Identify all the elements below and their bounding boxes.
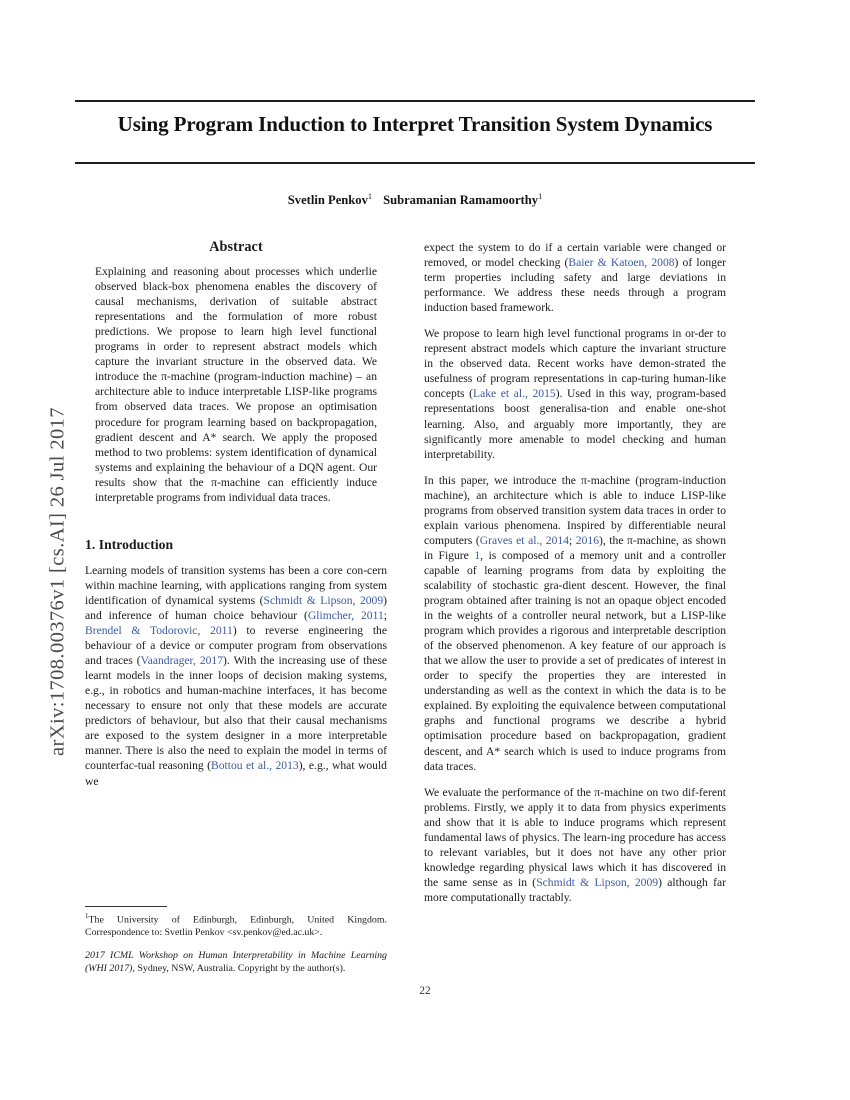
citation-schmidt-lipson-2009[interactable]: Schmidt & Lipson, 2009 [263, 593, 384, 607]
text-run: We evaluate the performance of the π-machine on two dif-ferent problems. Firstly, we apply it to data from physics experiments and show that it is able to induce programs which represent fundamental laws of physics. The learn-ing procedure has access to relevant variables, but it does not have any other prior knowledge regarding physical laws which it has discovered in the same sense as in ( [424, 785, 726, 889]
citation-bottou-2013[interactable]: Bottou et al., 2013 [211, 759, 299, 773]
footnote-venue [85, 950, 387, 975]
citation-lake-2015[interactable]: Lake et al., 2015 [473, 387, 556, 401]
text-run: We propose to learn high level functional programs in or-der to represent abstract models which capture the invariant structure in the observed data. Recent works have demon-strated the usefulness of program representations in cap-turing human-like concepts ( [424, 327, 726, 401]
title-rule-bottom [75, 162, 755, 164]
heading-gap [85, 552, 387, 563]
author-line [75, 192, 755, 208]
page-number: 22 [419, 985, 431, 997]
author-name-1: Svetlin Penkov [287, 193, 368, 208]
right-paragraph-4 [424, 785, 726, 905]
right-paragraph-3 [424, 473, 726, 774]
text-run: ) to reverse engineering the behaviour of a device or computer program from observations and traces ( [85, 624, 387, 668]
footnote-marker: 1 [85, 913, 89, 920]
text-run: , Sydney, NSW, Australia. Copyright by the author(s). [132, 963, 346, 975]
text-run: ) of longer term properties including safety and large deviations in performance. We address these needs through a program induction based framework. [424, 256, 726, 315]
citation-schmidt-lipson-2009-b[interactable]: Schmidt & Lipson, 2009 [536, 875, 659, 889]
citation-glimcher-2011[interactable]: Glimcher, 2011 [307, 608, 384, 622]
author-name-2: Subramanian Ramamoorthy [383, 193, 539, 208]
text-run: ). With the increasing use of these learnt models in the inner loops of decision making systems, e.g., in robotics and human-machine interfaces, it has become necessary to ensure not only that these models are accurate predictors of behaviour, but also that their causal mechanisms are exposed to the system designer in a more interpretable manner. There is also the need to explain the model in terms of counterfac-tual reasoning ( [85, 654, 387, 773]
title-rule-top [75, 100, 755, 102]
paragraph-gap [424, 462, 726, 473]
text-run: ) and inference of human choice behaviour ( [85, 593, 388, 622]
abstract-body: Explaining and reasoning about processes which underlie observed black-box phenomena enables the discovery of causal mechanisms, derivation of suitable abstract representations and the formulation of more robust predictions. We propose to learn high level functional programs in order to represent abstract models which capture the invariant structure in the observed data. We introduce the π-machine (program-induction machine) – an architecture able to induce interpretable LISP-like programs from observed data traces. We propose an optimisation procedure for program learning based on backpropagation, gradient descent and A* search. We apply the proposed method to two problems: system identification of dynamical systems and explaining the behaviour of a DQN agent. Our results show that the π-machine can efficiently induce interpretable programs from individual data traces. [95, 265, 377, 504]
text-run: , is composed of a memory unit and a controller capable of learning programs from data by exploiting the scalability of stochastic gra-dient descent. However, the final program obtained after training is not an opaque object encoded in the weights of a controller neural network, but a LISP-like program which provides a rigorous and interpretable description of the observed phenomenon. A key feature of our approach is that we allow the user to provide a set of predicates of interest in order to specify the properties they are interested in understanding as well as the context in which the data is to be explained. By exploiting the equivalence between computational graphs and functional programs we describe a hybrid optimisation procedure based on backpropagation, gradient descent, and A* search which is used to induce programs from data traces. [424, 548, 727, 773]
footnote-gap [85, 939, 387, 950]
citation-brendel-todorovic-2011[interactable]: Brendel & Todorovic, 2011 [85, 624, 233, 638]
text-run: ), e.g., what would we [85, 759, 387, 788]
citation-baier-katoen-2008[interactable]: Baier & Katoen, 2008 [568, 256, 675, 270]
text-run: ; [569, 533, 576, 547]
footnote-block [85, 911, 387, 976]
text-run: In this paper, we introduce the π-machine (program-induction machine), an architecture which is able to induce LISP-like programs from observed transition system data traces in order to explain various phenomena. Inspired by differentiable neural computers ( [424, 473, 726, 547]
arxiv-stamp: arXiv:1708.00376v1 [cs.AI] 26 Jul 2017 [46, 407, 69, 756]
abstract-heading: Abstract [209, 239, 263, 255]
text-run: expect the system to do if a certain variable were changed or removed, or model checking ( [424, 241, 726, 270]
footnote-affiliation [85, 911, 387, 939]
citation-graves-2016[interactable]: 2016 [575, 533, 599, 547]
author-affiliation-marker-2: 1 [538, 192, 543, 201]
right-paragraph-2 [424, 326, 726, 461]
paragraph-gap [424, 315, 726, 326]
left-column [85, 240, 387, 789]
text-run: Learning models of transition systems has been a core con-cern within machine learning, with applications ranging from system identification of dynamical systems ( [85, 563, 387, 607]
citation-graves-2014[interactable]: Graves et al., 2014 [479, 533, 569, 547]
intro-paragraph-1 [85, 563, 387, 789]
section-heading-introduction: 1. Introduction [85, 536, 174, 552]
citation-vaandrager-2017[interactable]: Vaandrager, 2017 [140, 654, 224, 668]
section-gap [85, 505, 387, 537]
text-run: ), the π-machine, as shown in Figure [424, 533, 726, 562]
paragraph-gap [424, 774, 726, 785]
right-column [424, 240, 726, 905]
text-run: ) although far more computationally tractably. [424, 875, 726, 904]
page-title: Using Program Induction to Interpret Transition System Dynamics [117, 112, 713, 136]
author-affiliation-marker-1: 1 [367, 192, 373, 201]
venue-title: 2017 ICML Workshop on Human Interpretability in Machine Learning (WHI 2017) [85, 950, 387, 975]
text-run: ). Used in this way, program-based representations boost generalisa-tion and enable one-shot learning. Also, and arguably more importantly, they are significantly more amenable to model checking and human interpretability. [424, 387, 726, 461]
text-run: The University of Edinburgh, Edinburgh, United Kingdom. Correspondence to: Svetlin Penkov <sv.penkov@ed.ac.uk>. [85, 914, 387, 938]
right-paragraph-1 [424, 240, 726, 315]
figure-reference-1[interactable]: 1 [474, 548, 481, 562]
footnote-separator [85, 906, 167, 907]
text-run: ; [383, 608, 388, 622]
